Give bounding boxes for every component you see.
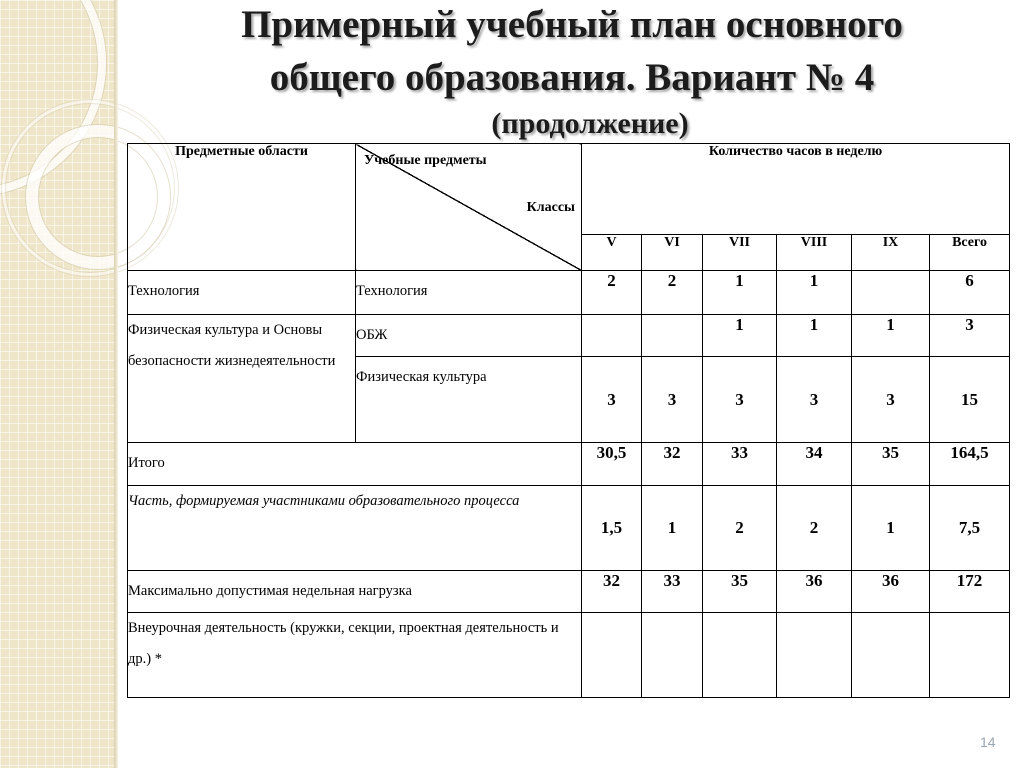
slide-title-line-1: Примерный учебный план основного xyxy=(241,3,903,46)
table-row xyxy=(128,571,1010,613)
grade-header: VIII xyxy=(777,235,852,271)
cell-value xyxy=(777,613,852,698)
table-header-row xyxy=(128,144,1010,235)
cell-value: 35 xyxy=(703,571,777,613)
cell-value: 1 xyxy=(703,271,777,315)
cell-value xyxy=(642,613,703,698)
header-grades-label: Классы xyxy=(526,200,575,215)
cell-value: 2 xyxy=(703,486,777,571)
curriculum-table xyxy=(127,143,1010,698)
table-row xyxy=(128,613,1010,698)
table-row xyxy=(128,486,1010,571)
cell-value xyxy=(852,271,930,315)
cell-value-total: 15 xyxy=(930,357,1010,443)
cell-value xyxy=(582,613,642,698)
row-label: Часть, формируемая участниками образовательного процесса xyxy=(128,486,582,571)
row-area: Физическая культура и Основы безопасности жизнедеятельности xyxy=(128,315,356,443)
cell-value-total: 164,5 xyxy=(930,443,1010,486)
row-subject: Физическая культура xyxy=(356,357,582,443)
cell-value: 1 xyxy=(852,486,930,571)
cell-value: 33 xyxy=(703,443,777,486)
table-row xyxy=(128,315,1010,357)
grade-header-total: Всего xyxy=(930,235,1010,271)
row-subject: ОБЖ xyxy=(356,315,582,357)
header-subjects-diagonal xyxy=(356,144,582,271)
cell-value: 36 xyxy=(852,571,930,613)
slide-title-line-2: общего образования. Вариант № 4 xyxy=(269,56,875,99)
cell-value xyxy=(642,315,703,357)
header-subject-areas: Предметные области xyxy=(128,144,356,271)
row-label: Максимально допустимая недельная нагрузка xyxy=(128,571,582,613)
cell-value: 2 xyxy=(642,271,703,315)
cell-value: 36 xyxy=(777,571,852,613)
cell-value: 33 xyxy=(642,571,703,613)
grade-header: V xyxy=(582,235,642,271)
cell-value-total xyxy=(930,613,1010,698)
decorative-sidebar xyxy=(0,0,114,768)
grade-header: IX xyxy=(852,235,930,271)
cell-value: 3 xyxy=(582,357,642,443)
cell-value: 1 xyxy=(777,271,852,315)
cell-value: 1 xyxy=(852,315,930,357)
cell-value: 34 xyxy=(777,443,852,486)
cell-value-total: 7,5 xyxy=(930,486,1010,571)
sidebar-edge xyxy=(114,0,118,768)
row-subject: Технология xyxy=(356,271,582,315)
slide-subtitle: (продолжение) xyxy=(491,107,689,140)
row-label: Итого xyxy=(128,443,582,486)
cell-value: 32 xyxy=(582,571,642,613)
cell-value: 32 xyxy=(642,443,703,486)
cell-value: 30,5 xyxy=(582,443,642,486)
grade-header: VII xyxy=(703,235,777,271)
row-label: Внеурочная деятельность (кружки, секции, проектная деятельность и др.) * xyxy=(128,613,582,698)
cell-value: 3 xyxy=(852,357,930,443)
row-area: Технология xyxy=(128,271,356,315)
page-number: 14 xyxy=(980,734,996,750)
cell-value: 2 xyxy=(777,486,852,571)
table-row xyxy=(128,271,1010,315)
cell-value: 1 xyxy=(642,486,703,571)
cell-value: 3 xyxy=(703,357,777,443)
cell-value: 1 xyxy=(777,315,852,357)
cell-value: 1 xyxy=(703,315,777,357)
table-row-total xyxy=(128,443,1010,486)
cell-value: 3 xyxy=(777,357,852,443)
cell-value: 1,5 xyxy=(582,486,642,571)
cell-value-total: 6 xyxy=(930,271,1010,315)
cell-value xyxy=(582,315,642,357)
cell-value: 35 xyxy=(852,443,930,486)
cell-value: 2 xyxy=(582,271,642,315)
cell-value-total: 3 xyxy=(930,315,1010,357)
grade-header: VI xyxy=(642,235,703,271)
header-subjects: Учебные предметы xyxy=(364,153,487,168)
cell-value xyxy=(852,613,930,698)
cell-value-total: 172 xyxy=(930,571,1010,613)
cell-value xyxy=(703,613,777,698)
header-hours-per-week: Количество часов в неделю xyxy=(582,144,1010,235)
cell-value: 3 xyxy=(642,357,703,443)
